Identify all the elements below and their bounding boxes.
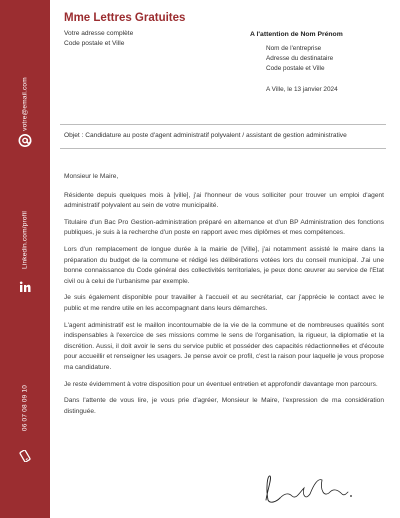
divider-top [60, 124, 386, 125]
salutation: Monsieur le Maire, [64, 173, 119, 180]
signature [258, 470, 358, 510]
letter-object: Objet : Candidature au poste d'agent administratif polyvalent / assistant de gestion administrative [64, 132, 347, 139]
paragraph: Je reste évidemment à votre disposition pour un éventuel entretien et approfondir davantage mon parcours. [64, 380, 378, 388]
paragraph: Dans l'attente de vous lire, je vous prie d'agréer, Monsieur le Maire, l'expression de ma considération distinguée. [64, 397, 384, 415]
phone-item [2, 384, 48, 432]
email-text: votre@email.com [21, 77, 29, 131]
phone-icon [19, 449, 31, 467]
sender-name: Mme Lettres Gratuites [64, 12, 186, 24]
sender-postal: Code postale et Ville [64, 40, 125, 47]
paragraph: Lors d'un remplacement de longue durée à la mairie de [Ville], j'ai notamment assisté le maire dans la préparation du budget de la commune et rédigé les délibérations votées lors du conseil municipal. J'ai une bonne connaissance du Code général des collectivités territoriales, je peux donc œuvrer au service de l'Etat civil ou à celui de l'urbanisme par exemple. [64, 245, 384, 285]
email-item [0, 77, 52, 131]
recipient-company: Nom de l'entreprise [266, 45, 322, 52]
paragraph: Je suis également disponible pour travailler à l'accueil et au secrétariat, car j'apprécie le contact avec le public et me rendre utile en les accompagnant dans leurs démarches. [64, 294, 384, 312]
paragraph: Titulaire d'un Bac Pro Gestion-administration préparé en alternance et d'un BP Administration des fonctions publiques, je suis à la recherche d'un poste en rapport avec mes diplômes et mes compétences. [64, 218, 384, 237]
sender-address: Votre adresse complète [64, 30, 134, 37]
at-icon [18, 134, 32, 153]
paragraph: Résidente depuis quelques mois à [ville], j'ai l'honneur de vous solliciter pour trouver un emploi d'agent administratif polyvalent au sein de votre municipalité. [64, 191, 384, 210]
letter-body [64, 172, 384, 423]
linkedin-text: Linkedin.com/profil [21, 211, 29, 269]
letter-date: A Ville, le 13 janvier 2024 [266, 86, 338, 93]
divider-bottom [60, 148, 386, 149]
recipient-postal: Code postale et Ville [266, 65, 325, 72]
recipient-address: Adresse du destinataire [266, 55, 334, 62]
linkedin-icon [19, 280, 31, 298]
sidebar [0, 0, 50, 518]
linkedin-item [0, 211, 54, 269]
recipient-title: A l'attention de Nom Prénom [250, 31, 343, 38]
paragraph: L'agent administratif est le maillon incontournable de la vie de la commune et de nombreuses qualités sont indispensables à l'exercice de ses missions comme le sens de l'organisation, la rigueur, la diplomatie et la discrétion. Aussi, il doit avoir le sens du service public et posséder des capacités rédactionnelles et d'écoute pour accueillir et renseigner les usagers. Je pense avoir ce profil, c'est la raison pour laquelle je vous propose ma candidature. [64, 321, 384, 371]
phone-text: 06 07 08 09 10 [21, 384, 29, 432]
